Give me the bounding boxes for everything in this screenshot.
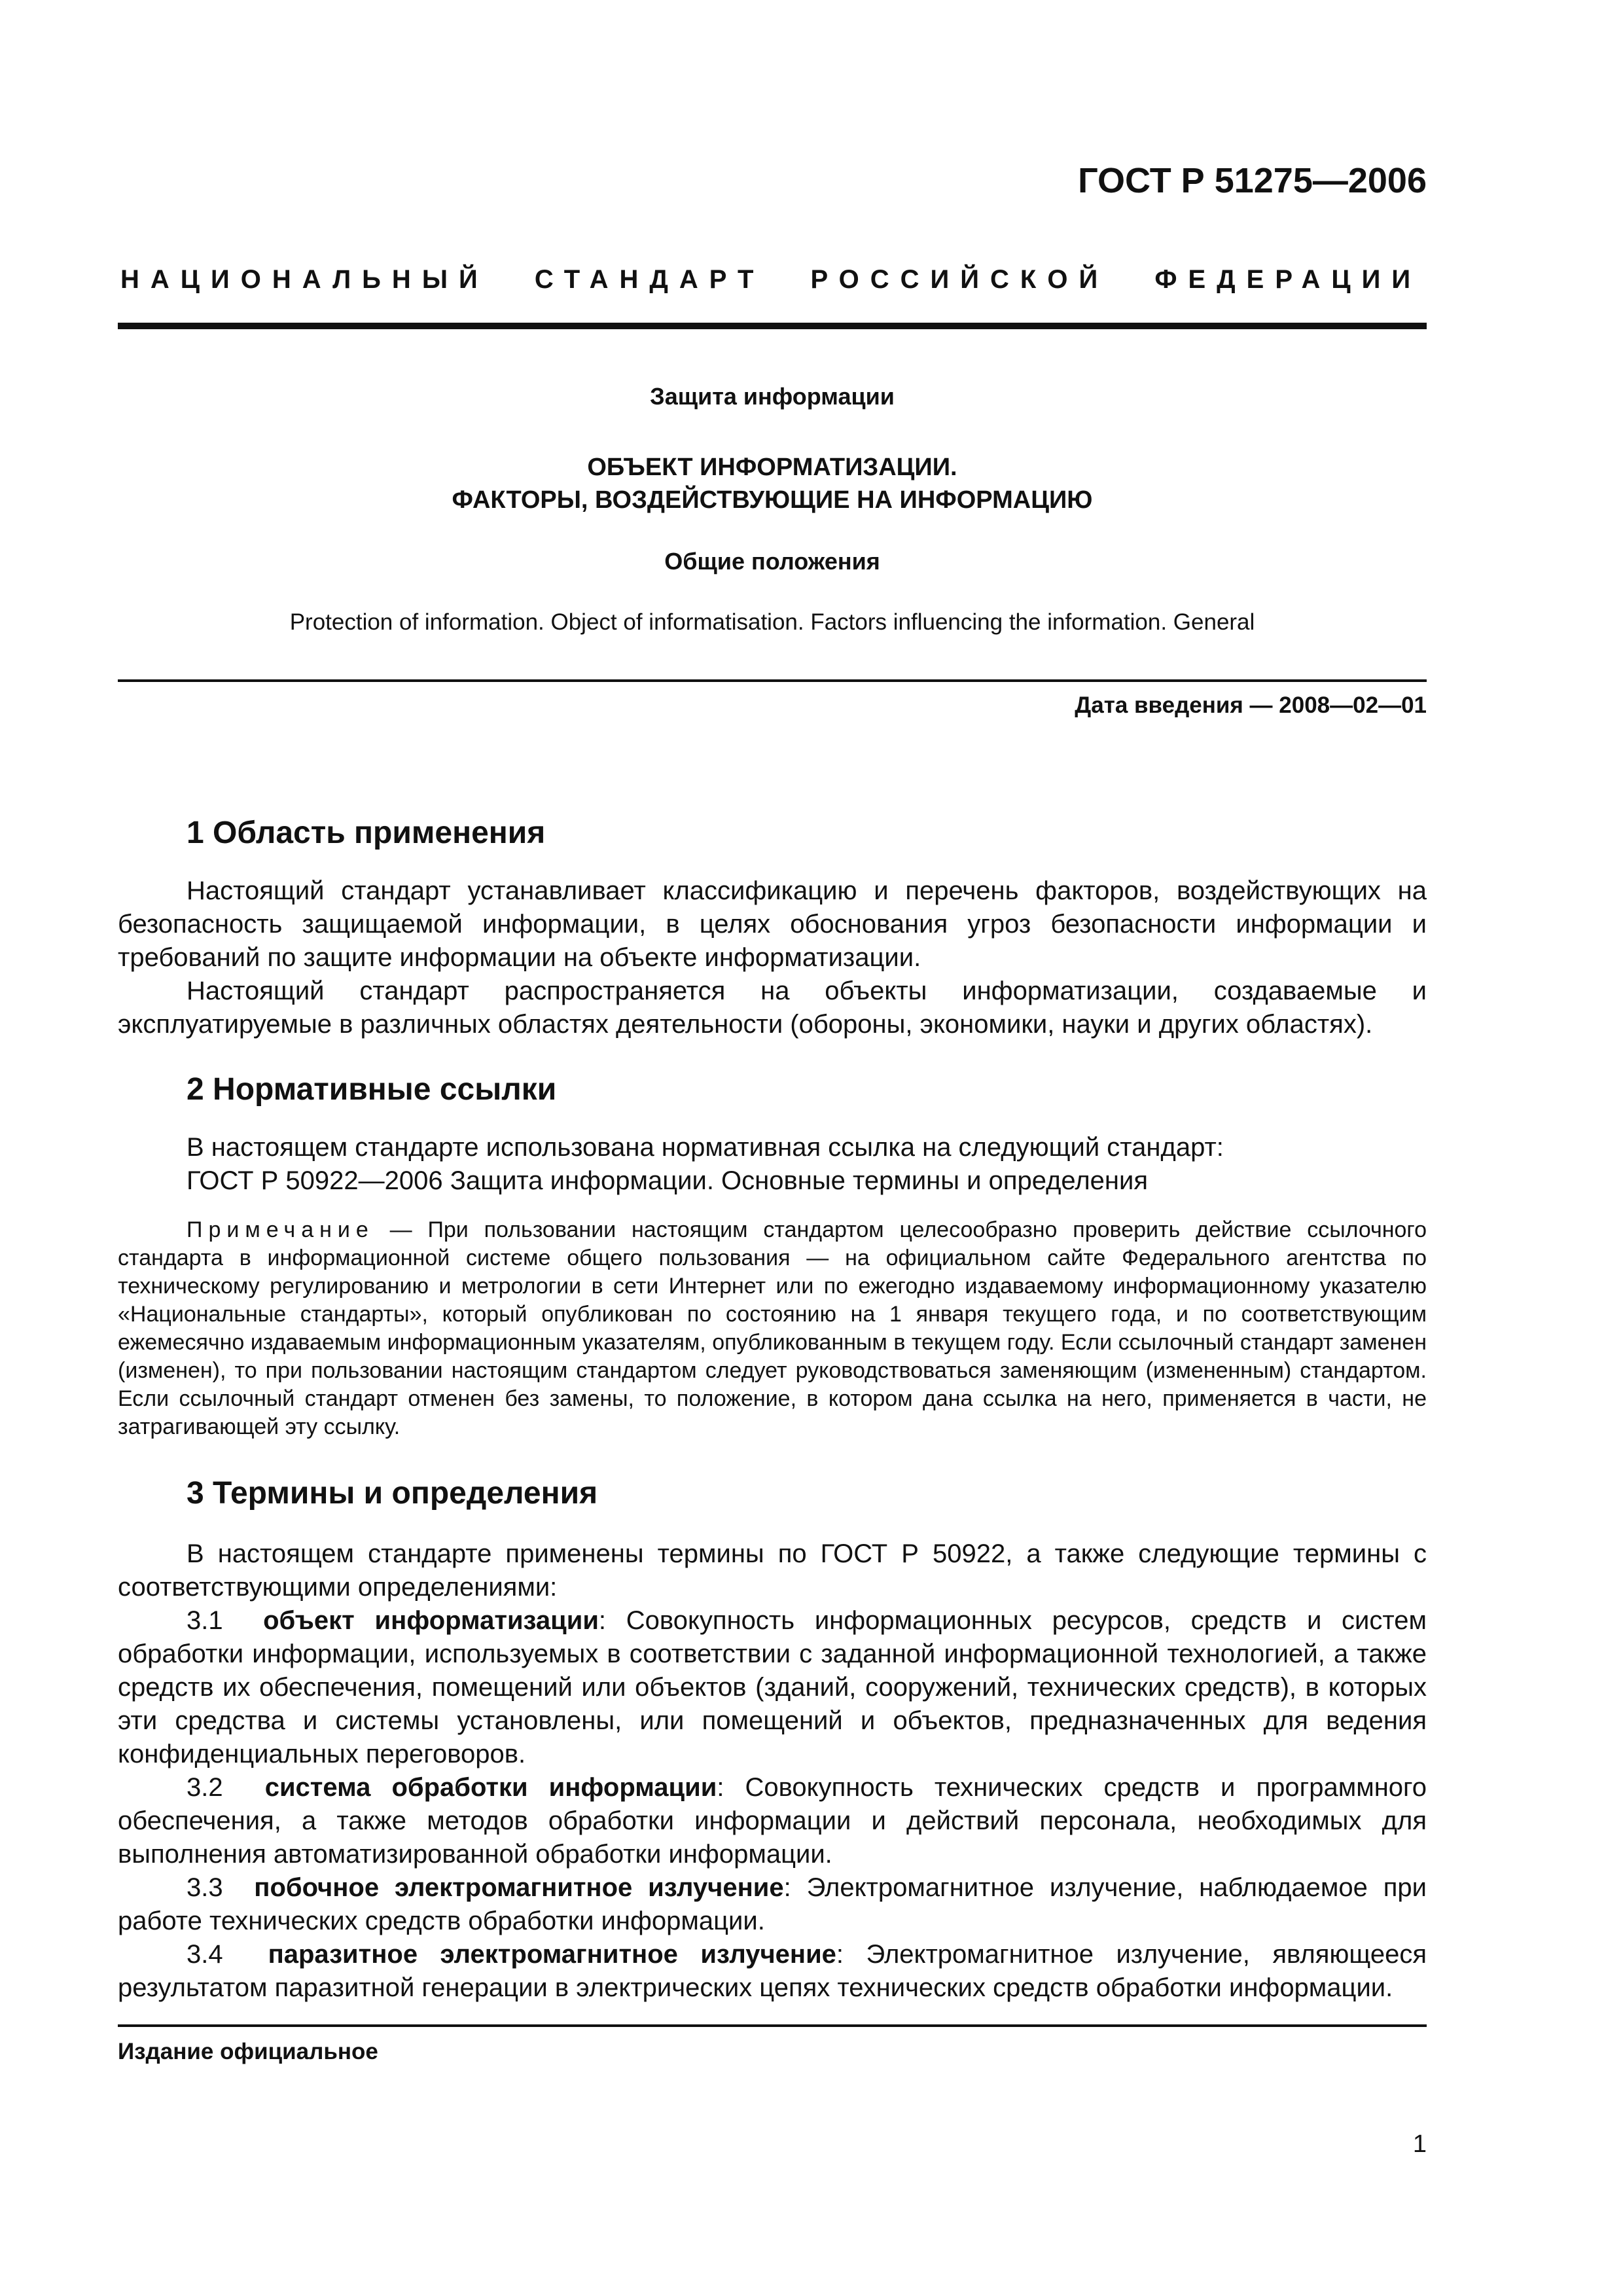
section-1 — [118, 815, 1427, 1041]
section-2 — [118, 1071, 1427, 1441]
term-text: : Электромагнитное излучение, наблюдаемое при работе технических средств обработки информации. — [118, 1873, 1427, 1935]
term-definition — [118, 1771, 1427, 1871]
note — [118, 1216, 1427, 1441]
term-name: объект информатизации — [263, 1606, 599, 1635]
term-number: 3.3 — [187, 1873, 223, 1902]
term-name: побочное электромагнитное излучение — [254, 1873, 784, 1902]
page-number: 1 — [1412, 2130, 1427, 2158]
term-text: : Совокупность технических средств и программного обеспечения, а также методов обработки информации и действий персонала, необходимых для выполнения автоматизированной обработки информации. — [118, 1773, 1427, 1869]
section-2-paragraph: В настоящем стандарте использована нормативная ссылка на следующий стандарт: — [187, 1133, 1224, 1162]
term-name: паразитное электромагнитное излучение — [268, 1940, 836, 1969]
edition-label: Издание официальное — [118, 2039, 378, 2064]
term-number: 3.2 — [187, 1773, 223, 1802]
effective-date: Дата введения — 2008—02—01 — [1075, 692, 1427, 718]
section-3-intro: В настоящем стандарте применены термины по ГОСТ Р 50922, а также следующие термины с соответствующими определениями: — [118, 1539, 1427, 1602]
document-body — [118, 815, 1427, 2005]
document-title-line1: ОБЪЕКТ ИНФОРМАТИЗАЦИИ. — [587, 454, 957, 481]
standard-designation: ГОСТ Р 51275—2006 — [1078, 161, 1427, 200]
document-title-line2: ФАКТОРЫ, ВОЗДЕЙСТВУЮЩИЕ НА ИНФОРМАЦИЮ — [452, 486, 1093, 514]
note-text: — При пользовании настоящим стандартом целесообразно проверить действие ссылочного стандарта в информационной системе общего пользования — на официальном сайте Федерального агентства по техническому регулированию и метрологии в сети Интернет или по ежегодно издаваемому информационному указателю «Национальные стандарты», который опубликован по состоянию на 1 января текущего года, и по соответствующим ежемесячно издаваемым информационным указателям, опубликованным в текущем году. Если ссылочный стандарт заменен (изменен), то при пользовании настоящим стандартом следует руководствоваться заменяющим (измененным) стандартом. Если ссылочный стандарт отменен без замены, то положение, в котором дана ссылка на него, применяется в части, не затрагивающей эту ссылку. — [118, 1217, 1427, 1439]
term-definition — [118, 1871, 1427, 1938]
section-3 — [118, 1475, 1427, 2005]
note-label: Примечание — [187, 1217, 374, 1242]
term-text: : Совокупность информационных ресурсов, средств и систем обработки информации, используемых в соответствии с заданной информационной технологией, а также средств их обеспечения, помещений или объектов (зданий, сооружений, технических средств), в которых эти средства и системы установлены, или помещений и объектов, предназначенных для ведения конфиденциальных переговоров. — [118, 1606, 1427, 1768]
section-1-paragraph: Настоящий стандарт распространяется на объекты информатизации, создаваемые и эксплуатируемые в различных областях деятельности (обороны, экономики, науки и других областях). — [118, 977, 1427, 1039]
document-category: Защита информации — [650, 383, 895, 410]
title-rule — [118, 679, 1427, 682]
document-subtitle: Общие положения — [664, 548, 880, 575]
national-standard-banner: НАЦИОНАЛЬНЫЙ СТАНДАРТ РОССИЙСКОЙ ФЕДЕРАЦИИ — [120, 265, 1422, 294]
footer-rule — [118, 2024, 1427, 2027]
term-name: система обработки информации — [264, 1773, 717, 1802]
section-3-heading: 3 Термины и определения — [187, 1476, 598, 1511]
term-definition — [118, 1938, 1427, 2005]
term-text: : Электромагнитное излучение, являющееся результатом паразитной генерации в электрических цепях технических средств обработки информации. — [118, 1940, 1427, 2002]
section-1-heading: 1 Область применения — [187, 816, 546, 850]
section-1-paragraph: Настоящий стандарт устанавливает классификацию и перечень факторов, воздействующих на безопасность защищаемой информации, в целях обоснования угроз безопасности информации и требований по защите информации на объекте информатизации. — [118, 876, 1427, 972]
english-title: Protection of information. Object of informatisation. Factors influencing the information. General — [289, 609, 1255, 635]
header-rule — [118, 323, 1427, 329]
section-2-heading: 2 Нормативные ссылки — [187, 1072, 557, 1107]
normative-reference: ГОСТ Р 50922—2006 Защита информации. Основные термины и определения — [187, 1166, 1149, 1195]
document-title — [118, 451, 1427, 516]
term-definition — [118, 1604, 1427, 1771]
term-number: 3.4 — [187, 1940, 223, 1969]
title-block — [118, 383, 1427, 636]
term-number: 3.1 — [187, 1606, 223, 1635]
